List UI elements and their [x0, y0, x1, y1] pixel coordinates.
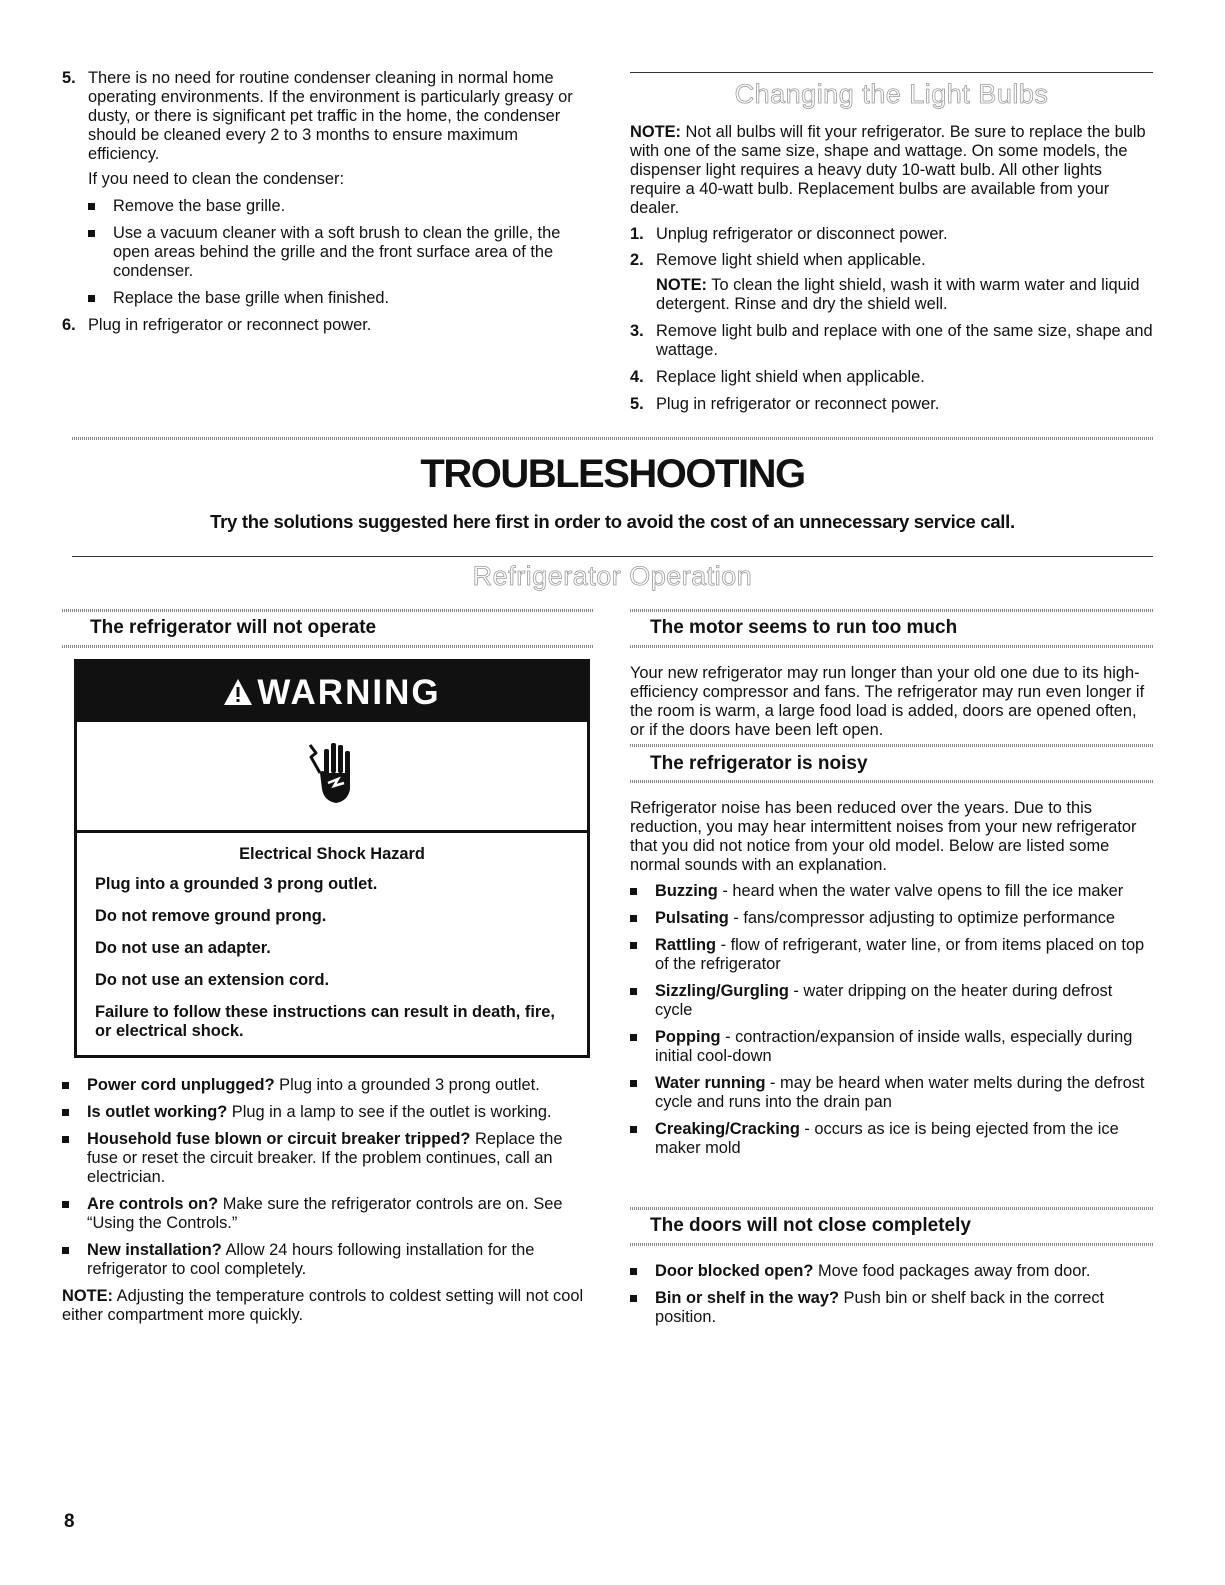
list-item	[630, 1289, 1153, 1327]
page-number: 8	[64, 1511, 75, 1532]
list-item	[630, 909, 1153, 928]
sound-desc: - heard when the water valve opens to fill the ice maker	[717, 882, 1124, 900]
check-answer: Replace the fuse or reset the circuit breaker. If the problem continues, call an electrician.	[87, 1130, 563, 1186]
noisy-rule-top	[630, 744, 1153, 747]
check-question: Household fuse blown or circuit breaker tripped?	[87, 1130, 471, 1148]
bullet-icon	[62, 1195, 72, 1233]
not-operate-heading: The refrigerator will not operate	[90, 617, 377, 638]
sound-desc: - may be heard when water melts during the defrost cycle and runs into the drain pan	[655, 1074, 1145, 1111]
list-item	[630, 1074, 1153, 1112]
doors-rule-top	[630, 1207, 1153, 1210]
not-operate-rule-bottom	[62, 645, 594, 648]
list-item	[630, 1262, 1153, 1281]
note-text: Adjusting the temperature controls to coldest setting will not cool either compartment more quickly.	[62, 1287, 584, 1324]
bullet-text: Replace the base grille when finished.	[113, 289, 390, 307]
list-item	[88, 289, 592, 308]
check-question: Bin or shelf in the way?	[655, 1289, 839, 1307]
note-text: Not all bulbs will fit your refrigerator. Be sure to replace the bulb with one of the same size, shape and wattage. On some models, the dispenser light requires a heavy duty 10-watt bulb. All other lights require a 40-watt bulb. Replacement bulbs are available from your dealer.	[630, 123, 1146, 217]
warning-line: Do not use an adapter.	[95, 939, 271, 957]
list-item	[62, 1241, 594, 1279]
bullet-icon	[630, 882, 640, 901]
list-item	[630, 1120, 1153, 1158]
bullet-icon	[630, 1120, 640, 1158]
condenser-intro: If you need to clean the condenser:	[88, 170, 345, 188]
troubleshooting-subtitle: Try the solutions suggested here first in order to avoid the cost of an unnecessary service call.	[210, 511, 1015, 532]
motor-heading: The motor seems to run too much	[650, 617, 958, 638]
step-text: Remove light bulb and replace with one of the same size, shape and wattage.	[656, 322, 1153, 359]
doors-heading: The doors will not close completely	[650, 1215, 971, 1236]
step-number: 4.	[630, 368, 644, 386]
bullet-text: Use a vacuum cleaner with a soft brush to clean the grille, the open areas behind the grille and the front surface area of the condenser.	[113, 224, 561, 280]
noisy-rule-bottom	[630, 780, 1153, 783]
check-question: Power cord unplugged?	[87, 1076, 275, 1094]
bulb-step-1	[630, 225, 1153, 244]
step-number: 5.	[630, 395, 644, 413]
warning-box	[74, 659, 590, 1058]
warning-instructions	[77, 875, 587, 1041]
condenser-cleaning-section	[62, 69, 592, 343]
warning-line: Do not remove ground prong.	[95, 907, 327, 925]
bullet-icon	[88, 224, 98, 281]
shock-hazard-panel	[77, 722, 587, 833]
sound-desc: - flow of refrigerant, water line, or from items placed on top of the refrigerator	[655, 936, 1145, 973]
not-operate-rule-top	[62, 609, 594, 612]
bullet-icon	[88, 289, 98, 308]
motor-rule-top	[630, 609, 1153, 612]
motor-rule-bottom	[630, 645, 1153, 648]
step-5	[62, 69, 592, 164]
bullet-icon	[630, 1262, 640, 1281]
bulb-step-4	[630, 368, 1153, 387]
sound-name: Pulsating	[655, 909, 729, 927]
list-item	[630, 936, 1153, 974]
noisy-text: Refrigerator noise has been reduced over the years. Due to this reduction, you may hear intermittent noises from your new refrigerator that you did not notice from your old model. Below are listed some normal sounds with an explanation.	[630, 799, 1137, 874]
warning-banner	[77, 662, 587, 722]
step-6	[62, 316, 592, 335]
sound-name: Sizzling/Gurgling	[655, 982, 789, 1000]
check-question: Are controls on?	[87, 1195, 219, 1213]
sound-name: Popping	[655, 1028, 721, 1046]
not-operate-checks	[62, 1076, 594, 1325]
sound-name: Creaking/Cracking	[655, 1120, 800, 1138]
sound-name: Buzzing	[655, 882, 718, 900]
bullet-icon	[630, 936, 640, 974]
list-item	[88, 224, 592, 281]
sound-desc: - fans/compressor adjusting to optimize performance	[728, 909, 1116, 927]
list-item	[630, 982, 1153, 1020]
doors-rule-bottom	[630, 1243, 1153, 1246]
warning-line: Plug into a grounded 3 prong outlet.	[95, 875, 378, 893]
step-number: 6.	[62, 316, 76, 334]
warning-triangle-icon	[223, 678, 253, 706]
noisy-heading: The refrigerator is noisy	[650, 753, 868, 774]
warning-label: WARNING	[257, 672, 441, 712]
note-text: To clean the light shield, wash it with warm water and liquid detergent. Rinse and dry the shield well.	[656, 276, 1140, 313]
troubleshooting-title: TROUBLESHOOTING	[420, 452, 805, 496]
step-text: There is no need for routine condenser cleaning in normal home operating environments. If the environment is particularly greasy or dusty, or there is significant pet traffic in the home, the condenser should be cleaned every 2 to 3 months to ensure maximum efficiency.	[88, 69, 573, 163]
sound-desc: - contraction/expansion of inside walls, especially during initial cool-down	[655, 1028, 1133, 1065]
bulbs-top-rule	[630, 72, 1153, 73]
check-answer: Allow 24 hours following installation for the refrigerator to cool completely.	[87, 1241, 535, 1278]
bulbs-note	[630, 123, 1153, 218]
step-number: 5.	[62, 69, 76, 87]
troubleshooting-top-divider	[72, 437, 1153, 440]
check-question: Is outlet working?	[87, 1103, 228, 1121]
bullet-icon	[630, 1289, 640, 1327]
electric-shock-hand-icon	[304, 739, 360, 814]
sound-name: Rattling	[655, 936, 717, 954]
condenser-bullets	[88, 197, 592, 308]
list-item	[630, 1028, 1153, 1066]
operation-section-title: Refrigerator Operation	[472, 561, 753, 591]
step-text: Replace light shield when applicable.	[656, 368, 925, 386]
sound-desc: - occurs as ice is being ejected from the ice maker mold	[655, 1120, 1119, 1157]
doors-section	[630, 1262, 1153, 1335]
step-number: 1.	[630, 225, 644, 243]
check-question: Door blocked open?	[655, 1262, 814, 1280]
step-number: 2.	[630, 251, 644, 269]
list-item	[62, 1076, 594, 1095]
sound-name: Water running	[655, 1074, 766, 1092]
bullet-text: Remove the base grille.	[113, 197, 286, 215]
operation-top-rule	[72, 556, 1153, 557]
bullet-icon	[630, 982, 640, 1020]
motor-text: Your new refrigerator may run longer than your old one due to its high-efficiency compressor and fans. The refrigerator may run even longer if the room is warm, a large food load is added, doors are opened often, or if the doors have been left open.	[630, 664, 1145, 739]
hazard-title: Electrical Shock Hazard	[239, 845, 425, 863]
bullet-icon	[630, 1074, 640, 1112]
warning-line: Failure to follow these instructions can result in death, fire, or electrical shock.	[95, 1003, 555, 1040]
step-text: Unplug refrigerator or disconnect power.	[656, 225, 948, 243]
bulbs-section	[630, 123, 1153, 422]
bullet-icon	[62, 1241, 72, 1279]
list-item	[630, 882, 1153, 901]
sound-desc: - water dripping on the heater during defrost cycle	[655, 982, 1113, 1019]
bullet-icon	[88, 197, 98, 216]
list-item	[62, 1195, 594, 1233]
check-answer: Push bin or shelf back in the correct position.	[655, 1289, 1105, 1326]
note-label: NOTE:	[630, 123, 681, 141]
bulb-step-5	[630, 395, 1153, 414]
list-item	[62, 1130, 594, 1187]
bullet-icon	[62, 1103, 72, 1122]
note-label: NOTE:	[62, 1287, 113, 1305]
check-answer: Plug in a lamp to see if the outlet is working.	[227, 1103, 552, 1121]
bulb-step-2	[630, 251, 1153, 270]
note-label: NOTE:	[656, 276, 707, 294]
bullet-icon	[630, 1028, 640, 1066]
bullet-icon	[62, 1076, 72, 1095]
check-answer: Make sure the refrigerator controls are on. See “Using the Controls.”	[87, 1195, 563, 1232]
bulb-step-2-note	[656, 276, 1153, 314]
step-text: Plug in refrigerator or reconnect power.	[88, 316, 372, 334]
bullet-icon	[630, 909, 640, 928]
not-operate-note	[62, 1287, 594, 1325]
check-answer: Move food packages away from door.	[813, 1262, 1091, 1280]
warning-line: Do not use an extension cord.	[95, 971, 330, 989]
check-answer: Plug into a grounded 3 prong outlet.	[274, 1076, 540, 1094]
list-item	[62, 1103, 594, 1122]
step-text: Plug in refrigerator or reconnect power.	[656, 395, 940, 413]
step-text: Remove light shield when applicable.	[656, 251, 926, 269]
bulbs-section-title: Changing the Light Bulbs	[734, 79, 1049, 109]
check-question: New installation?	[87, 1241, 222, 1259]
noisy-section	[630, 799, 1153, 1166]
step-number: 3.	[630, 322, 644, 340]
list-item	[88, 197, 592, 216]
bulb-step-3	[630, 322, 1153, 360]
bullet-icon	[62, 1130, 72, 1187]
